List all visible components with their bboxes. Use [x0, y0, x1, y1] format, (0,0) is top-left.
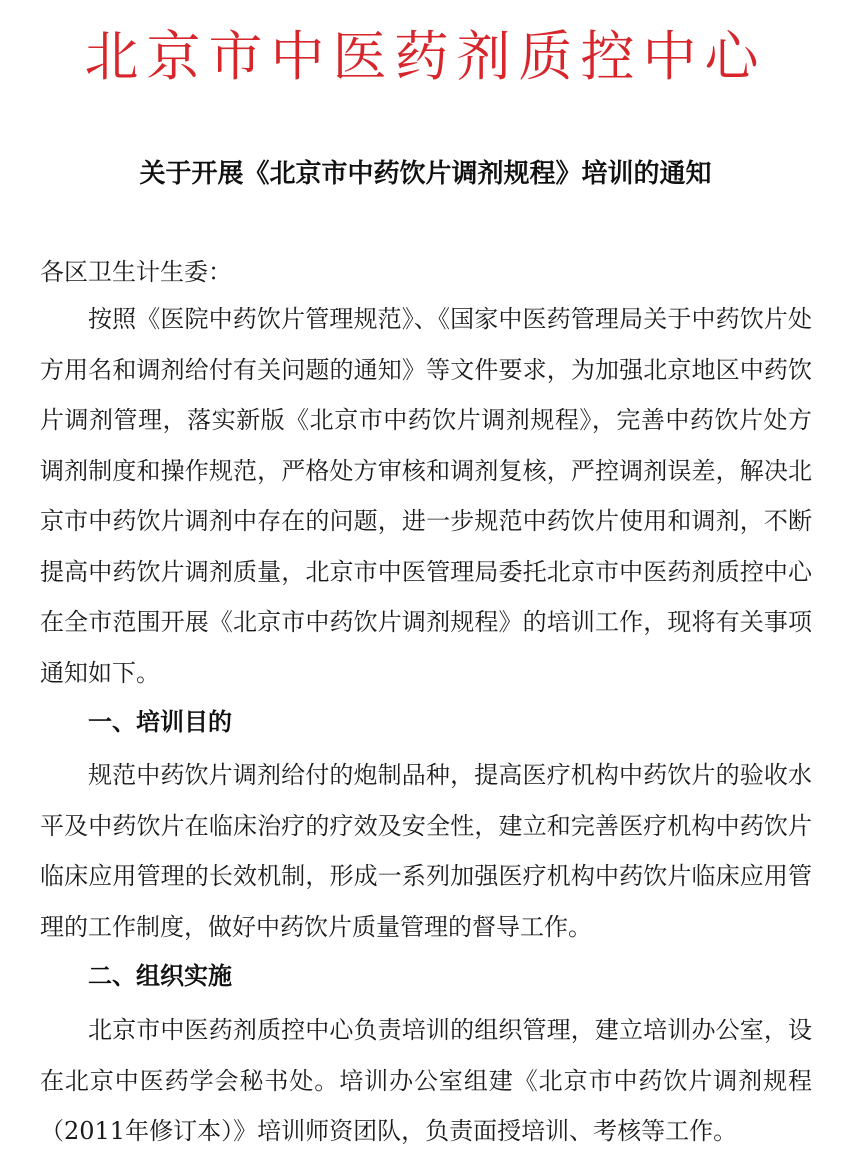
section-paragraph-training-purpose: 规范中药饮片调剂给付的炮制品种，提高医疗机构中药饮片的验收水平及中药饮片在临床治疗的疗效及安全性，建立和完善医疗机构中药饮片临床应用管理的长效机制，形成一系列加强医疗机构中药饮片临床应用管理的工作制度，做好中药饮片质量管理的督导工作。 — [40, 761, 812, 941]
section-paragraph-organization: 北京市中医药剂质控中心负责培训的组织管理，建立培训办公室，设在北京中医药学会秘书处。培训办公室组建《北京市中药饮片调剂规程（2011年修订本）》培训师资团队，负责面授培训、考核等工作。 — [40, 1016, 812, 1145]
document-title: 关于开展《北京市中药饮片调剂规程》培训的通知 — [139, 159, 712, 189]
organization-letterhead: 北京市中医药剂质控中心 — [84, 25, 767, 88]
intro-paragraph: 按照《医院中药饮片管理规范》、《国家中医药管理局关于中药饮片处方用名和调剂给付有关问题的通知》等文件要求，为加强北京地区中药饮片调剂管理，落实新版《北京市中药饮片调剂规程》，完善中药饮片处方调剂制度和操作规范，严格处方审核和调剂复核，严控调剂误差，解决北京市中药饮片调剂中存在的问题，进一步规范中药饮片使用和调剂，不断提高中药饮片调剂质量，北京市中医管理局委托北京市中医药剂质控中心在全市范围开展《北京市中药饮片调剂规程》的培训工作，现将有关事项通知如下。 — [40, 305, 812, 687]
section-heading-training-purpose: 一、培训目的 — [88, 708, 232, 736]
salutation: 各区卫生计生委： — [40, 258, 232, 286]
section-heading-organization: 二、组织实施 — [88, 962, 232, 990]
